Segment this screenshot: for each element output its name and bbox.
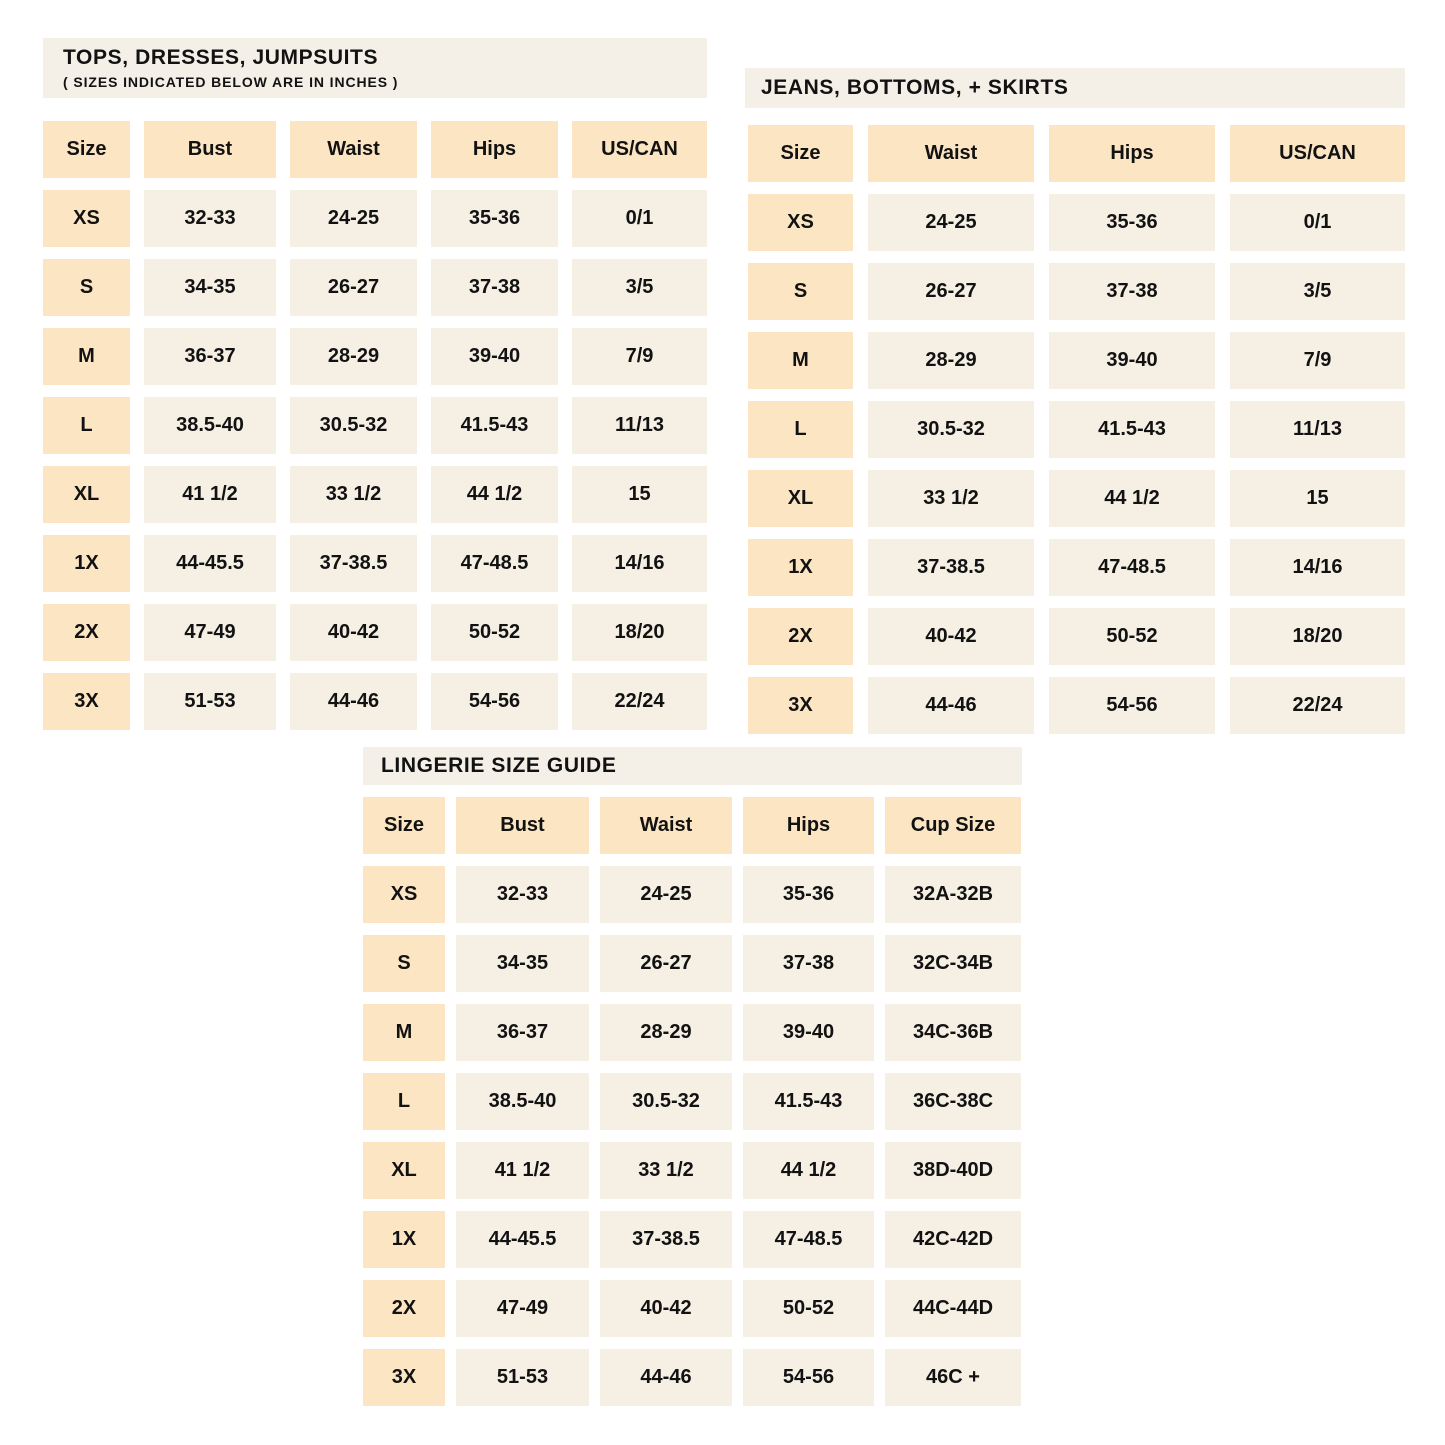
measurement-cell: 42C-42D — [885, 1211, 1021, 1268]
measurement-cell: 40-42 — [868, 608, 1034, 665]
size-label-cell: L — [363, 1073, 445, 1130]
measurement-cell: 35-36 — [431, 190, 558, 247]
column-header-cell: Waist — [600, 797, 732, 854]
measurement-cell: 24-25 — [868, 194, 1034, 251]
measurement-cell: 46C + — [885, 1349, 1021, 1406]
measurement-cell: 51-53 — [144, 673, 276, 730]
measurement-cell: 0/1 — [1230, 194, 1405, 251]
size-label-cell: XL — [748, 470, 853, 527]
measurement-cell: 37-38.5 — [290, 535, 417, 592]
size-label-cell: 2X — [43, 604, 130, 661]
measurement-cell: 37-38 — [1049, 263, 1215, 320]
column-header-cell: Bust — [144, 121, 276, 178]
column-header-cell: US/CAN — [572, 121, 707, 178]
measurement-cell: 37-38.5 — [868, 539, 1034, 596]
column-header-cell: Cup Size — [885, 797, 1021, 854]
measurement-cell: 54-56 — [1049, 677, 1215, 734]
size-label-cell: XS — [363, 866, 445, 923]
measurement-cell: 47-48.5 — [1049, 539, 1215, 596]
measurement-cell: 28-29 — [868, 332, 1034, 389]
measurement-cell: 36-37 — [144, 328, 276, 385]
measurement-cell: 15 — [572, 466, 707, 523]
tops-title: TOPS, DRESSES, JUMPSUITS — [63, 46, 379, 70]
size-label-cell: XS — [748, 194, 853, 251]
measurement-cell: 44C-44D — [885, 1280, 1021, 1337]
measurement-cell: 44-45.5 — [144, 535, 276, 592]
measurement-cell: 54-56 — [743, 1349, 874, 1406]
measurement-cell: 47-49 — [144, 604, 276, 661]
measurement-cell: 26-27 — [290, 259, 417, 316]
measurement-cell: 33 1/2 — [290, 466, 417, 523]
tops-subtitle: ( SIZES INDICATED BELOW ARE IN INCHES ) — [63, 73, 399, 90]
measurement-cell: 22/24 — [572, 673, 707, 730]
measurement-cell: 47-48.5 — [431, 535, 558, 592]
tops-size-grid — [43, 121, 707, 730]
size-label-cell: 2X — [363, 1280, 445, 1337]
measurement-cell: 41.5-43 — [1049, 401, 1215, 458]
measurement-cell: 38.5-40 — [456, 1073, 589, 1130]
size-label-cell: 1X — [363, 1211, 445, 1268]
size-label-cell: 1X — [43, 535, 130, 592]
size-label-cell: M — [363, 1004, 445, 1061]
measurement-cell: 50-52 — [743, 1280, 874, 1337]
size-label-cell: 1X — [748, 539, 853, 596]
measurement-cell: 18/20 — [572, 604, 707, 661]
measurement-cell: 39-40 — [1049, 332, 1215, 389]
measurement-cell: 26-27 — [600, 935, 732, 992]
measurement-cell: 51-53 — [456, 1349, 589, 1406]
size-label-cell: XS — [43, 190, 130, 247]
jeans-bottoms-skirts-table — [745, 68, 1405, 734]
measurement-cell: 39-40 — [431, 328, 558, 385]
measurement-cell: 34-35 — [456, 935, 589, 992]
size-label-cell: S — [748, 263, 853, 320]
column-header-cell: Bust — [456, 797, 589, 854]
lingerie-title-bar — [363, 747, 1022, 785]
measurement-cell: 44-46 — [600, 1349, 732, 1406]
measurement-cell: 32A-32B — [885, 866, 1021, 923]
size-label-cell: S — [363, 935, 445, 992]
jeans-title: JEANS, BOTTOMS, + SKIRTS — [761, 76, 1069, 100]
measurement-cell: 38.5-40 — [144, 397, 276, 454]
size-label-cell: M — [748, 332, 853, 389]
column-header-cell: Size — [43, 121, 130, 178]
measurement-cell: 41 1/2 — [456, 1142, 589, 1199]
measurement-cell: 40-42 — [600, 1280, 732, 1337]
measurement-cell: 47-48.5 — [743, 1211, 874, 1268]
column-header-cell: Hips — [431, 121, 558, 178]
measurement-cell: 34-35 — [144, 259, 276, 316]
measurement-cell: 40-42 — [290, 604, 417, 661]
size-label-cell: XL — [43, 466, 130, 523]
measurement-cell: 47-49 — [456, 1280, 589, 1337]
measurement-cell: 11/13 — [1230, 401, 1405, 458]
measurement-cell: 44 1/2 — [743, 1142, 874, 1199]
measurement-cell: 24-25 — [600, 866, 732, 923]
measurement-cell: 39-40 — [743, 1004, 874, 1061]
measurement-cell: 22/24 — [1230, 677, 1405, 734]
measurement-cell: 50-52 — [431, 604, 558, 661]
lingerie-size-guide-table — [363, 747, 1022, 1406]
measurement-cell: 41.5-43 — [743, 1073, 874, 1130]
measurement-cell: 28-29 — [290, 328, 417, 385]
column-header-cell: Waist — [290, 121, 417, 178]
size-label-cell: 3X — [363, 1349, 445, 1406]
size-label-cell: 3X — [748, 677, 853, 734]
measurement-cell: 41 1/2 — [144, 466, 276, 523]
measurement-cell: 44 1/2 — [1049, 470, 1215, 527]
measurement-cell: 14/16 — [572, 535, 707, 592]
measurement-cell: 33 1/2 — [868, 470, 1034, 527]
measurement-cell: 14/16 — [1230, 539, 1405, 596]
measurement-cell: 44-45.5 — [456, 1211, 589, 1268]
measurement-cell: 26-27 — [868, 263, 1034, 320]
measurement-cell: 37-38 — [743, 935, 874, 992]
size-label-cell: L — [748, 401, 853, 458]
column-header-cell: Waist — [868, 125, 1034, 182]
measurement-cell: 3/5 — [572, 259, 707, 316]
measurement-cell: 32C-34B — [885, 935, 1021, 992]
measurement-cell: 24-25 — [290, 190, 417, 247]
size-label-cell: 2X — [748, 608, 853, 665]
measurement-cell: 33 1/2 — [600, 1142, 732, 1199]
measurement-cell: 18/20 — [1230, 608, 1405, 665]
measurement-cell: 41.5-43 — [431, 397, 558, 454]
tops-title-bar — [43, 38, 707, 98]
measurement-cell: 28-29 — [600, 1004, 732, 1061]
jeans-title-bar — [745, 68, 1405, 108]
column-header-cell: Hips — [743, 797, 874, 854]
measurement-cell: 54-56 — [431, 673, 558, 730]
measurement-cell: 34C-36B — [885, 1004, 1021, 1061]
column-header-cell: Size — [748, 125, 853, 182]
measurement-cell: 3/5 — [1230, 263, 1405, 320]
measurement-cell: 30.5-32 — [868, 401, 1034, 458]
measurement-cell: 15 — [1230, 470, 1405, 527]
measurement-cell: 36-37 — [456, 1004, 589, 1061]
measurement-cell: 35-36 — [743, 866, 874, 923]
measurement-cell: 30.5-32 — [290, 397, 417, 454]
column-header-cell: US/CAN — [1230, 125, 1405, 182]
size-label-cell: S — [43, 259, 130, 316]
measurement-cell: 35-36 — [1049, 194, 1215, 251]
measurement-cell: 38D-40D — [885, 1142, 1021, 1199]
measurement-cell: 36C-38C — [885, 1073, 1021, 1130]
measurement-cell: 7/9 — [572, 328, 707, 385]
measurement-cell: 32-33 — [456, 866, 589, 923]
measurement-cell: 50-52 — [1049, 608, 1215, 665]
size-label-cell: M — [43, 328, 130, 385]
measurement-cell: 37-38.5 — [600, 1211, 732, 1268]
lingerie-title: LINGERIE SIZE GUIDE — [381, 754, 617, 778]
size-label-cell: L — [43, 397, 130, 454]
measurement-cell: 7/9 — [1230, 332, 1405, 389]
column-header-cell: Size — [363, 797, 445, 854]
measurement-cell: 11/13 — [572, 397, 707, 454]
measurement-cell: 0/1 — [572, 190, 707, 247]
measurement-cell: 44-46 — [290, 673, 417, 730]
measurement-cell: 37-38 — [431, 259, 558, 316]
jeans-size-grid — [748, 125, 1405, 734]
size-label-cell: 3X — [43, 673, 130, 730]
measurement-cell: 30.5-32 — [600, 1073, 732, 1130]
lingerie-size-grid — [363, 797, 1022, 1406]
measurement-cell: 44-46 — [868, 677, 1034, 734]
size-label-cell: XL — [363, 1142, 445, 1199]
column-header-cell: Hips — [1049, 125, 1215, 182]
tops-dresses-jumpsuits-table — [43, 38, 707, 730]
measurement-cell: 44 1/2 — [431, 466, 558, 523]
measurement-cell: 32-33 — [144, 190, 276, 247]
